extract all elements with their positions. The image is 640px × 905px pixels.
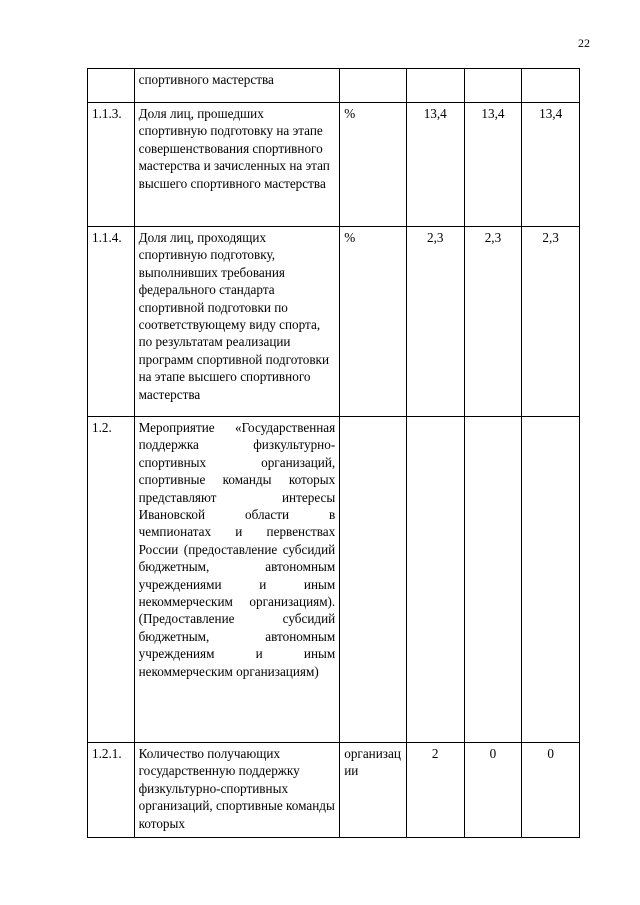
value-year-1: [406, 417, 464, 743]
value-year-3: 2,3: [522, 227, 580, 417]
page-number: 22: [578, 36, 590, 50]
activity-description: Мероприятие «Государственная поддержка физкультурно-спортивных организаций, спортивные команды которых представляют интересы Ивановской области в чемпионатах и первенствах России (предоставление субсидий бюджетным, автономным учреждениями и иным некоммерческим организациям). (Предоставление субсидий бюджетным, автономным учреждениям и иным некоммерческим организациям): [134, 417, 340, 743]
value-year-2: [464, 417, 522, 743]
unit-of-measure: %: [340, 227, 407, 417]
row-number: [88, 69, 135, 103]
unit-of-measure: [340, 69, 407, 103]
table-row: [88, 103, 580, 227]
value-year-2: 0: [464, 743, 522, 838]
value-year-3: [522, 417, 580, 743]
row-number: 1.2.1.: [88, 743, 135, 838]
value-year-1: 2,3: [406, 227, 464, 417]
value-year-3: 0: [522, 743, 580, 838]
value-year-1: 13,4: [406, 103, 464, 227]
indicator-name: Доля лиц, прошедших спортивную подготовку на этапе совершенствования спортивного мастерства и зачисленных на этап высшего спортивного мастерства: [134, 103, 340, 227]
table-row: [88, 69, 580, 103]
row-number: 1.1.4.: [88, 227, 135, 417]
value-year-1: 2: [406, 743, 464, 838]
table-row: [88, 417, 580, 743]
table-row: [88, 227, 580, 417]
value-year-2: 13,4: [464, 103, 522, 227]
value-year-1: [406, 69, 464, 103]
indicator-name: спортивного мастерства: [134, 69, 340, 103]
unit-of-measure: организации: [340, 743, 407, 838]
value-year-3: 13,4: [522, 103, 580, 227]
indicator-name: Количество получающих государственную поддержку физкультурно-спортивных организаций, спортивные команды которых: [134, 743, 340, 838]
unit-of-measure: %: [340, 103, 407, 227]
indicator-name: Доля лиц, проходящих спортивную подготовку, выполнивших требования федерального стандарта спортивной подготовки по соответствующему виду спорта, по результатам реализации программ спортивной подготовки на этапе высшего спортивного мастерства: [134, 227, 340, 417]
row-number: 1.2.: [88, 417, 135, 743]
indicators-table: [87, 68, 580, 838]
table-row: [88, 743, 580, 838]
value-year-2: [464, 69, 522, 103]
value-year-2: 2,3: [464, 227, 522, 417]
value-year-3: [522, 69, 580, 103]
row-number: 1.1.3.: [88, 103, 135, 227]
unit-of-measure: [340, 417, 407, 743]
